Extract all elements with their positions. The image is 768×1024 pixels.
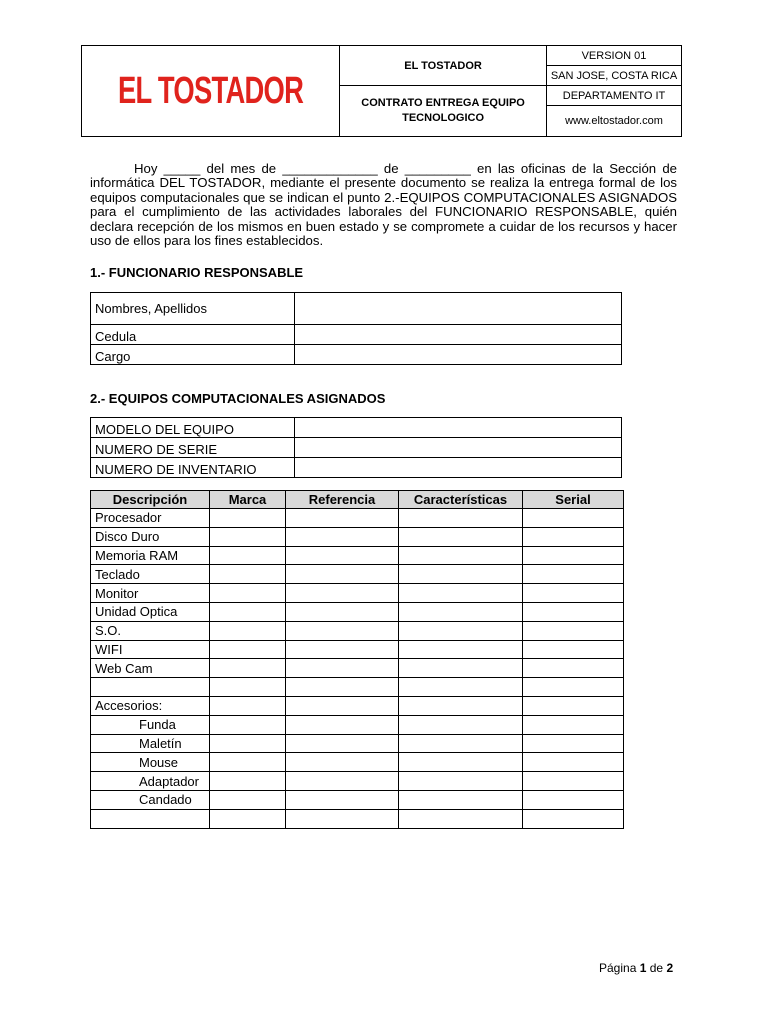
row-cell[interactable] [399, 565, 523, 584]
table-header-row [91, 491, 624, 509]
row-cell[interactable] [210, 715, 286, 734]
row-cell[interactable] [523, 734, 624, 753]
header-website: www.eltostador.com [547, 106, 682, 137]
field-label: NUMERO DE SERIE [91, 438, 295, 458]
row-cell[interactable] [523, 753, 624, 772]
table-row [91, 696, 624, 715]
row-cell[interactable] [399, 659, 523, 678]
row-cell[interactable] [210, 509, 286, 528]
row-description: S.O. [91, 621, 210, 640]
row-cell[interactable] [286, 565, 399, 584]
row-description: Mouse [91, 753, 210, 772]
header-title: CONTRATO ENTREGA EQUIPO TECNOLOGICO [340, 86, 547, 137]
row-description: Maletín [91, 734, 210, 753]
row-cell[interactable] [399, 527, 523, 546]
page-separator: de [649, 961, 664, 975]
row-cell[interactable] [523, 809, 624, 828]
row-cell[interactable] [210, 621, 286, 640]
row-cell[interactable] [286, 509, 399, 528]
table-row [91, 546, 624, 565]
row-description [91, 809, 210, 828]
table-row [91, 458, 622, 478]
table-row [91, 602, 624, 621]
table-row [91, 509, 624, 528]
row-cell[interactable] [523, 772, 624, 791]
row-cell[interactable] [399, 772, 523, 791]
row-cell[interactable] [286, 715, 399, 734]
row-cell[interactable] [210, 696, 286, 715]
row-cell[interactable] [399, 753, 523, 772]
field-label: NUMERO DE INVENTARIO [91, 458, 295, 478]
row-cell[interactable] [399, 584, 523, 603]
row-cell[interactable] [286, 678, 399, 697]
row-cell[interactable] [523, 715, 624, 734]
row-cell[interactable] [210, 640, 286, 659]
table-row [91, 809, 624, 828]
row-cell[interactable] [399, 602, 523, 621]
page-footer [599, 961, 673, 975]
table-row [91, 790, 624, 809]
row-cell[interactable] [523, 621, 624, 640]
equipment-detail-table [90, 490, 624, 829]
field-label: MODELO DEL EQUIPO [91, 418, 295, 438]
row-cell[interactable] [286, 527, 399, 546]
row-cell[interactable] [286, 584, 399, 603]
row-cell[interactable] [210, 546, 286, 565]
field-label: Cargo [91, 345, 295, 365]
row-cell[interactable] [399, 621, 523, 640]
row-cell[interactable] [286, 696, 399, 715]
row-description: Procesador [91, 509, 210, 528]
page-label: Página [599, 961, 637, 975]
row-cell[interactable] [210, 772, 286, 791]
row-cell[interactable] [399, 678, 523, 697]
row-cell[interactable] [210, 734, 286, 753]
table-row [91, 659, 624, 678]
row-cell[interactable] [286, 734, 399, 753]
row-description: Candado [91, 790, 210, 809]
column-header: Serial [523, 491, 624, 509]
row-cell[interactable] [286, 659, 399, 678]
row-cell[interactable] [399, 790, 523, 809]
header-location: SAN JOSE, COSTA RICA [547, 66, 682, 86]
equipment-id-table [90, 417, 622, 478]
table-row [91, 772, 624, 791]
header-version: VERSION 01 [547, 46, 682, 66]
column-header: Características [399, 491, 523, 509]
row-description: Unidad Optica [91, 602, 210, 621]
table-row [91, 565, 624, 584]
row-cell[interactable] [523, 659, 624, 678]
field-label: Nombres, Apellidos [91, 293, 295, 325]
table-row [91, 678, 624, 697]
table-row [91, 293, 622, 325]
row-cell[interactable] [523, 584, 624, 603]
table-row [91, 527, 624, 546]
row-cell[interactable] [210, 659, 286, 678]
header-company: EL TOSTADOR [340, 46, 547, 86]
table-row [91, 621, 624, 640]
column-header: Referencia [286, 491, 399, 509]
responsible-table [90, 292, 622, 365]
table-row [91, 715, 624, 734]
column-header: Marca [210, 491, 286, 509]
row-cell[interactable] [210, 527, 286, 546]
row-cell[interactable] [523, 546, 624, 565]
field-value[interactable] [295, 325, 622, 345]
row-description: Disco Duro [91, 527, 210, 546]
field-value[interactable] [295, 458, 622, 478]
row-description: Funda [91, 715, 210, 734]
section1-title: 1.- FUNCIONARIO RESPONSABLE [90, 265, 304, 280]
row-description: Teclado [91, 565, 210, 584]
row-cell[interactable] [210, 753, 286, 772]
row-description: Monitor [91, 584, 210, 603]
row-cell[interactable] [286, 809, 399, 828]
row-cell[interactable] [399, 734, 523, 753]
row-description [91, 678, 210, 697]
row-cell[interactable] [523, 790, 624, 809]
row-cell[interactable] [286, 640, 399, 659]
table-row [91, 734, 624, 753]
row-cell[interactable] [399, 546, 523, 565]
row-description: Accesorios: [91, 696, 210, 715]
row-cell[interactable] [399, 509, 523, 528]
row-cell[interactable] [210, 809, 286, 828]
equipment-rows [91, 509, 624, 829]
field-value[interactable] [295, 293, 622, 325]
row-cell[interactable] [399, 715, 523, 734]
column-header: Descripción [91, 491, 210, 509]
row-cell[interactable] [286, 546, 399, 565]
row-description: WIFI [91, 640, 210, 659]
row-cell[interactable] [286, 753, 399, 772]
row-cell[interactable] [210, 678, 286, 697]
row-description: Adaptador [91, 772, 210, 791]
table-row [91, 753, 624, 772]
row-description: Web Cam [91, 659, 210, 678]
row-cell[interactable] [210, 602, 286, 621]
row-cell[interactable] [523, 509, 624, 528]
field-value[interactable] [295, 418, 622, 438]
row-cell[interactable] [523, 640, 624, 659]
row-cell[interactable] [399, 696, 523, 715]
table-row [91, 345, 622, 365]
table-row [91, 640, 624, 659]
row-cell[interactable] [523, 696, 624, 715]
page-current: 1 [639, 961, 647, 975]
page-total: 2 [666, 961, 674, 975]
row-cell[interactable] [286, 602, 399, 621]
table-row [91, 438, 622, 458]
row-cell[interactable] [523, 527, 624, 546]
row-cell[interactable] [286, 790, 399, 809]
row-cell[interactable] [523, 678, 624, 697]
row-cell[interactable] [399, 809, 523, 828]
section2-title: 2.- EQUIPOS COMPUTACIONALES ASIGNADOS [90, 391, 386, 406]
header-department: DEPARTAMENTO IT [547, 86, 682, 106]
table-row [91, 325, 622, 345]
field-value[interactable] [295, 438, 622, 458]
field-label: Cedula [91, 325, 295, 345]
intro-text: Hoy _____ del mes de _____________ de _________ en las oficinas de la Sección de informática DEL TOSTADOR, mediante el presente documento se realiza la entrega formal de los equipos computacionales que se indican el punto 2.-EQUIPOS COMPUTACIONALES ASIGNADOS para el cumplimiento de las actividades laborales del FUNCIONARIO RESPONSABLE, quién declara recepción de los mismos en buen estado y se compromete a cuidar de los recursos y hacer uso de ellos para los fines establecidos. [90, 161, 677, 249]
table-row [91, 584, 624, 603]
row-cell[interactable] [210, 584, 286, 603]
intro-paragraph [90, 162, 677, 248]
row-cell[interactable] [286, 772, 399, 791]
row-cell[interactable] [286, 621, 399, 640]
row-cell[interactable] [210, 790, 286, 809]
row-cell[interactable] [523, 565, 624, 584]
row-cell[interactable] [399, 640, 523, 659]
row-cell[interactable] [523, 602, 624, 621]
row-cell[interactable] [210, 565, 286, 584]
field-value[interactable] [295, 345, 622, 365]
table-row [91, 418, 622, 438]
document-header [81, 45, 682, 137]
row-description: Memoria RAM [91, 546, 210, 565]
company-logo: EL TOSTADOR [117, 69, 304, 112]
logo-cell [82, 46, 340, 137]
